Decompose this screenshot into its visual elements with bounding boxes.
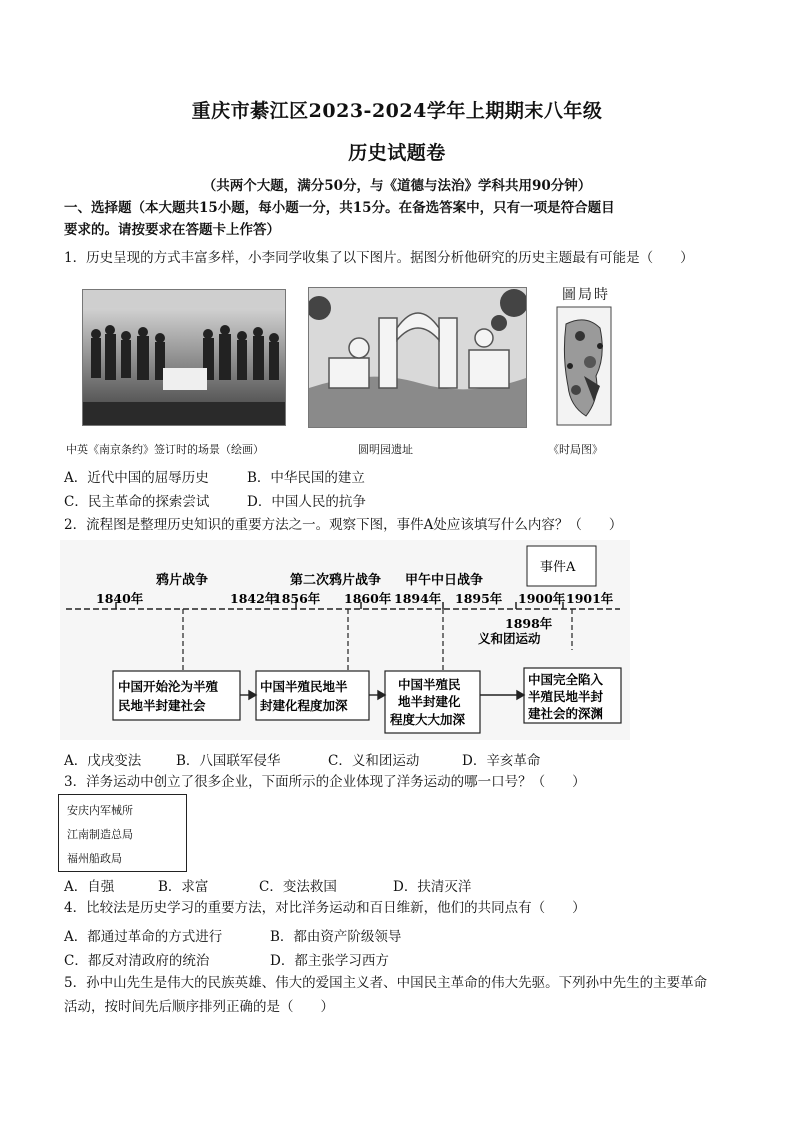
- year-1900: 1900年: [518, 591, 566, 606]
- q1-caption-2: 圆明园遗址: [358, 443, 413, 456]
- year-1856: 1856年: [273, 591, 321, 606]
- q3-option-d[interactable]: D．扶清灭洋: [393, 879, 472, 895]
- q3-stem: 3．洋务运动中创立了很多企业，下面所示的企业体现了洋务运动的哪一口号？（ ）: [64, 774, 586, 790]
- flow-box-4-line2: 半殖民地半封: [528, 689, 604, 704]
- q2-option-b[interactable]: B．八国联军侵华: [176, 753, 281, 769]
- section-heading-line1: 一、选择题（本大题共15小题，每小题一分，共15分。在备选答案中，只有一项是符合题目: [64, 200, 615, 216]
- flow-box-2-line1: 中国半殖民地半: [260, 679, 348, 694]
- exam-title: 重庆市綦江区2023-2024学年上期期末八年级: [191, 100, 603, 122]
- q1-image-shiju-poster: [556, 284, 612, 426]
- section-heading-line2: 要求的。请按要求在答题卡上作答）: [64, 222, 280, 238]
- event-second-opium-war: 第二次鸦片战争: [290, 573, 382, 588]
- q1-option-b[interactable]: B．中华民国的建立: [247, 470, 365, 486]
- q3-enterprise-box: [58, 794, 187, 872]
- q4-option-a[interactable]: A．都通过革命的方式进行: [64, 929, 223, 945]
- exam-subtitle: 历史试题卷: [348, 142, 446, 164]
- year-1894: 1894年: [394, 591, 442, 606]
- q4-stem: 4．比较法是历史学习的重要方法，对比洋务运动和百日维新，他们的共同点有（ ）: [64, 900, 586, 916]
- year-1895: 1895年: [455, 591, 503, 606]
- q1-stem: 1．历史呈现的方式丰富多样，小李同学收集了以下图片。据图分析他研究的历史主题最有可能是（ ）: [64, 250, 694, 266]
- q1-image-yuanmingyuan-ruins: [308, 287, 527, 428]
- year-1840: 1840年: [96, 591, 144, 606]
- q5-stem-line2: 活动，按时间先后顺序排列正确的是（ ）: [64, 999, 334, 1015]
- flow-box-3-line2: 地半封建化: [398, 694, 461, 709]
- flow-box-3-line3: 程度大大加深: [390, 712, 466, 727]
- flow-box-2-line2: 封建化程度加深: [260, 698, 348, 713]
- flow-box-1-line2: 民地半封建社会: [118, 698, 206, 713]
- q1-image-treaty-signing: [82, 289, 286, 426]
- q3-enterprise-3: 福州船政局: [67, 852, 122, 865]
- q1-caption-3: 《时局图》: [548, 443, 603, 456]
- poster-title: 圖局時: [562, 287, 610, 303]
- q1-option-d[interactable]: D．中国人民的抗争: [247, 494, 366, 510]
- q4-option-c[interactable]: C．都反对清政府的统治: [64, 953, 210, 969]
- exam-info: （共两个大题，满分50分，与《道德与法治》学科共用90分钟）: [202, 178, 592, 194]
- q3-enterprise-1: 安庆内军械所: [67, 804, 133, 817]
- event-a-label: 事件A: [540, 560, 576, 575]
- q4-option-d[interactable]: D．都主张学习西方: [270, 953, 389, 969]
- q1-option-c[interactable]: C．民主革命的探索尝试: [64, 494, 210, 510]
- flow-box-1-line1: 中国开始沦为半殖: [118, 679, 219, 694]
- q1-caption-1: 中英《南京条约》签订时的场景（绘画）: [66, 443, 264, 456]
- q2-timeline-diagram: [60, 540, 630, 740]
- event-opium-war: 鸦片战争: [156, 573, 209, 588]
- event-sino-japanese-war: 甲午中日战争: [405, 573, 484, 588]
- flow-box-3-line1: 中国半殖民: [398, 677, 461, 692]
- q1-option-a[interactable]: A．近代中国的屈辱历史: [64, 470, 209, 486]
- event-1898-year: 1898年: [505, 616, 553, 631]
- year-1860: 1860年: [344, 591, 392, 606]
- q3-option-a[interactable]: A．自强: [64, 879, 115, 895]
- q3-enterprise-2: 江南制造总局: [67, 828, 133, 841]
- flow-box-4-line1: 中国完全陷入: [528, 672, 604, 687]
- event-boxer-movement: 义和团运动: [478, 631, 541, 646]
- q3-option-c[interactable]: C．变法救国: [259, 879, 337, 895]
- q2-option-c[interactable]: C．义和团运动: [328, 753, 420, 769]
- year-1842: 1842年: [230, 591, 278, 606]
- q3-option-b[interactable]: B．求富: [158, 879, 209, 895]
- q2-option-d[interactable]: D．辛亥革命: [462, 753, 541, 769]
- q5-stem-line1: 5．孙中山先生是伟大的民族英雄、伟大的爱国主义者、中国民主革命的伟大先驱。下列孙中先生的主要革命: [64, 975, 708, 991]
- q2-stem: 2．流程图是整理历史知识的重要方法之一。观察下图，事件A处应该填写什么内容？（ ）: [64, 517, 623, 533]
- q4-option-b[interactable]: B．都由资产阶级领导: [270, 929, 402, 945]
- flow-box-4-line3: 建社会的深渊: [528, 706, 604, 721]
- q2-option-a[interactable]: A．戊戌变法: [64, 753, 142, 769]
- year-1901: 1901年: [566, 591, 614, 606]
